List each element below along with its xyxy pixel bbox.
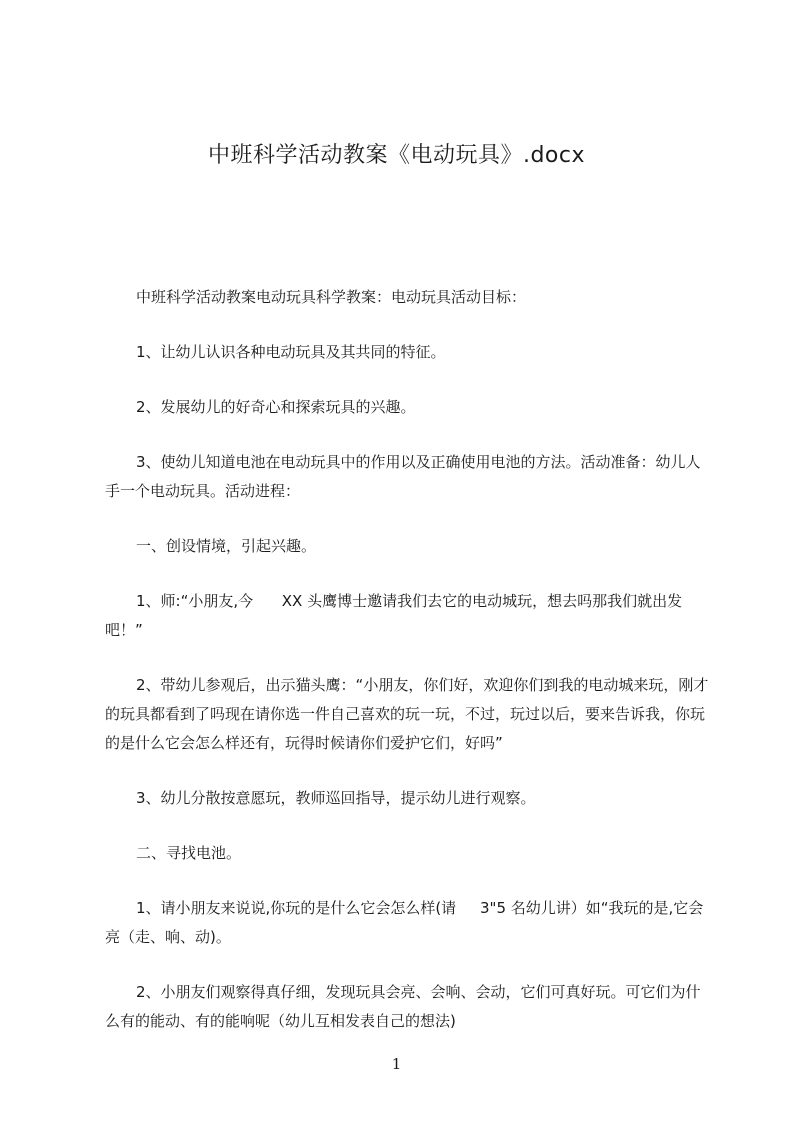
document-title: 中班科学活动教案《电动玩具》.docx [207, 143, 586, 168]
paragraph: 一、创设情境，引起兴趣。 [136, 537, 317, 555]
paragraph: 1、让幼儿认识各种电动玩具及其共同的特征。 [136, 343, 446, 361]
paragraph: 2、带幼儿参观后，出示猫头鹰：“小朋友，你们好，欢迎你们到我的电动城来玩，刚才的玩具都看到了吗现在请你选一件自己喜欢的玩一玩，不过，玩过以后，要来告诉我，你玩的是什么它会怎么样还有，玩得时候请你们爱护它们，好吗” [105, 676, 709, 752]
paragraph: 3、幼儿分散按意愿玩，教师巡回指导，提示幼儿进行观察。 [136, 789, 536, 807]
paragraph: 2、发展幼儿的好奇心和探索玩具的兴趣。 [136, 398, 416, 416]
paragraph: 1、师:“小朋友,今 XX 头鹰博士邀请我们去它的电动城玩，想去吗那我们就出发吧！” [105, 592, 683, 639]
paragraph: 2、小朋友们观察得真仔细，发现玩具会亮、会响、会动，它们可真好玩。可它们为什么有的能动、有的能响呢（幼儿互相发表自己的想法) [105, 983, 701, 1030]
paragraph: 二、寻找电池。 [136, 844, 242, 862]
paragraph: 3、使幼儿知道电池在电动玩具中的作用以及正确使用电池的方法。活动准备：幼儿人手一个电动玩具。活动进程： [105, 453, 701, 500]
page-number: 1 [391, 1055, 402, 1073]
document-body [105, 283, 715, 1062]
paragraph: 中班科学活动教案电动玩具科学教案：电动玩具活动目标： [136, 288, 527, 306]
paragraph: 1、请小朋友来说说,你玩的是什么它会怎么样(请 3"5 名幼儿讲）如“我玩的是,它会亮（走、响、动)。 [105, 899, 704, 946]
